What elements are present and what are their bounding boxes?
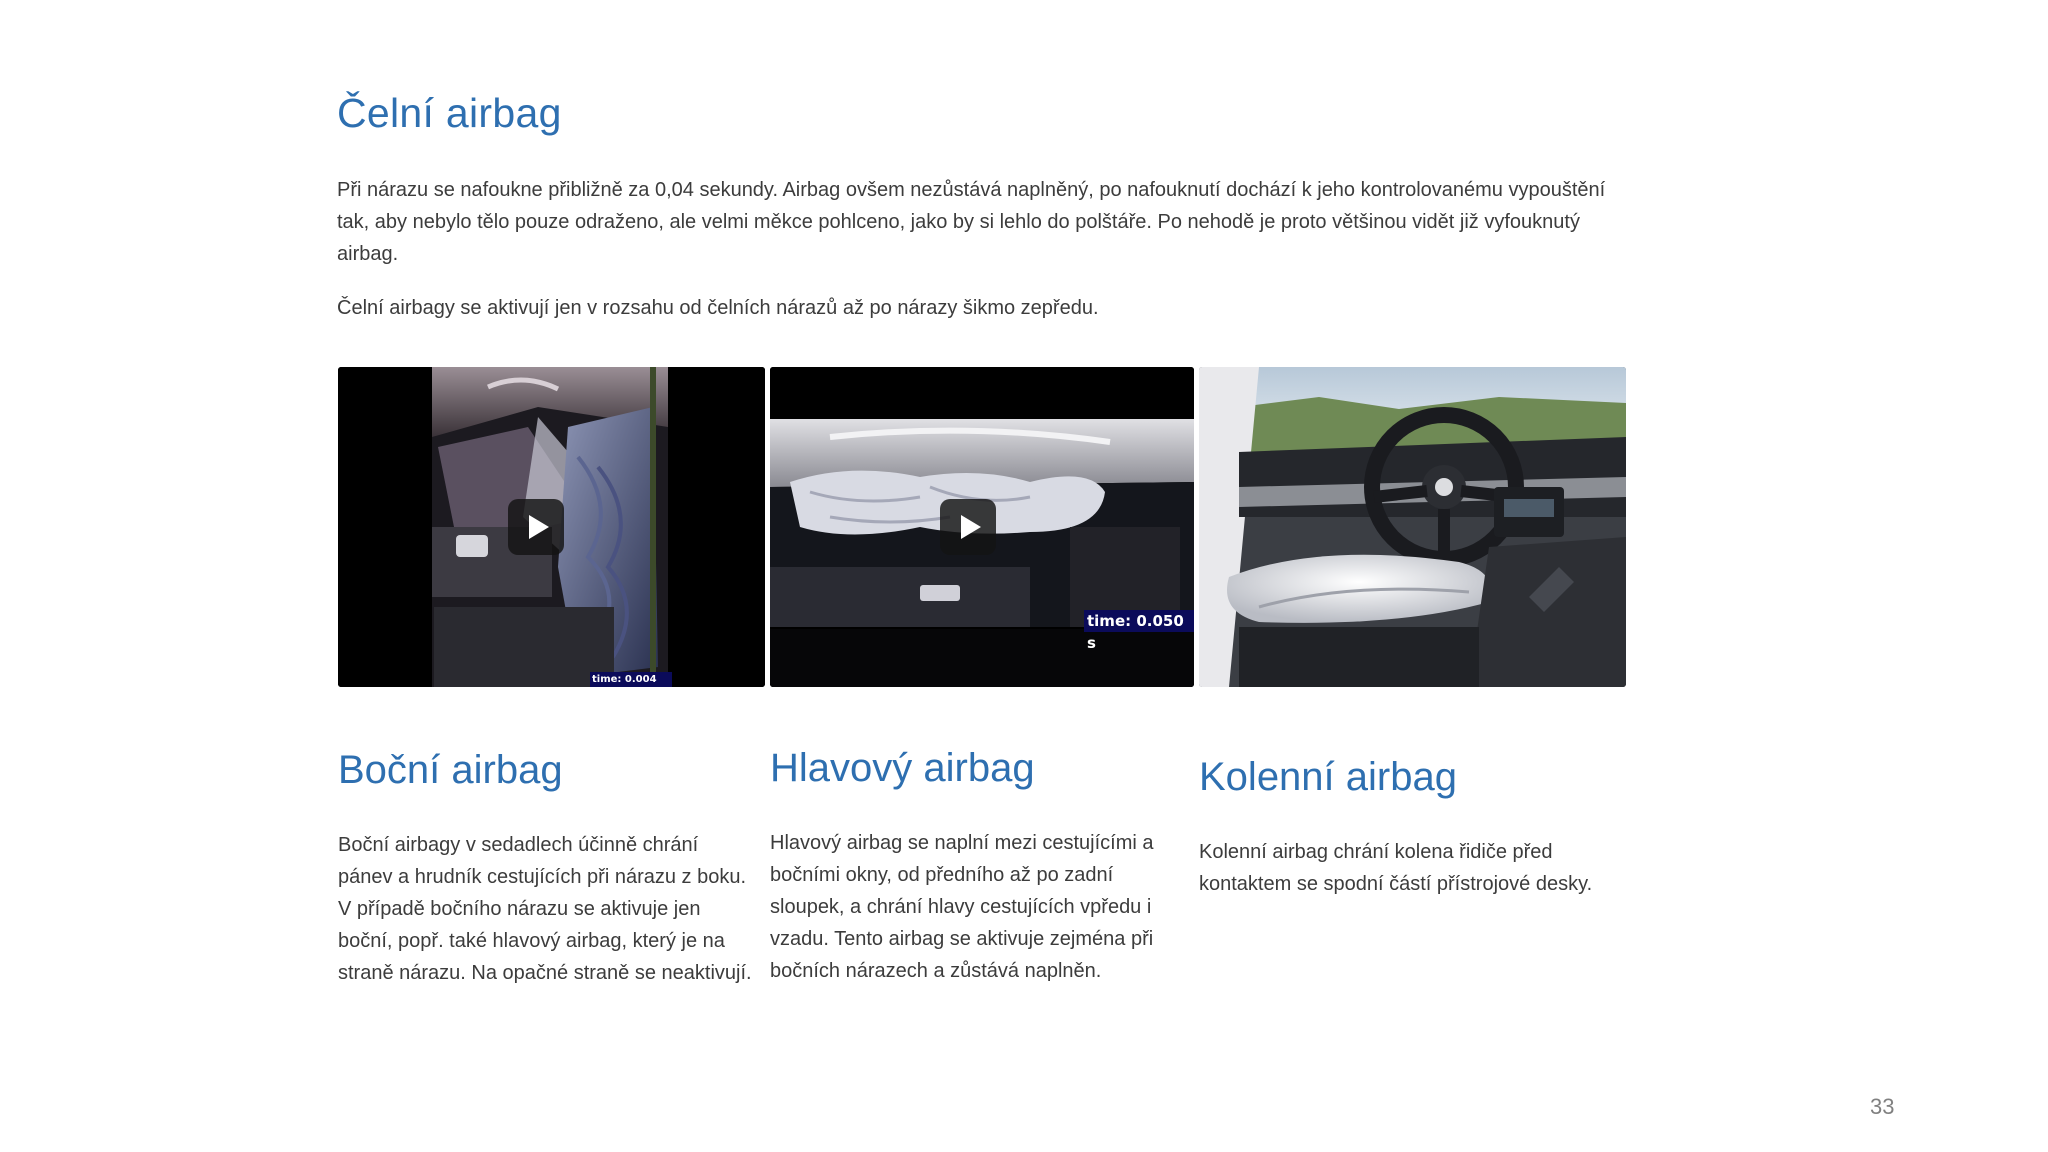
section-heading-head-airbag: Hlavový airbag [770, 746, 1035, 790]
section-text-knee-airbag: Kolenní airbag chrání kolena řidiče před kontaktem se spodní částí přístrojové desky. [1199, 841, 1593, 895]
play-button-icon[interactable] [508, 499, 564, 555]
video-side-airbag[interactable] [338, 367, 765, 687]
section-heading-knee-airbag: Kolenní airbag [1199, 755, 1457, 799]
video-timecode: time: 0.004 [590, 672, 672, 687]
section-text-head-airbag: Hlavový airbag se naplní mezi cestujícími a bočními okny, od předního až po zadní sloupek, a chrání hlavy cestujících vpředu i vzadu. Tento airbag se aktivuje zejména při bočních nárazech a zůstává naplněn. [770, 832, 1154, 982]
video-timecode: time: 0.050 s [1084, 610, 1194, 632]
page-number: 33 [1870, 1094, 1895, 1119]
intro-paragraph-2: Čelní airbagy se aktivují jen v rozsahu od čelních nárazů až po nárazy šikmo zepředu. [337, 297, 1099, 319]
play-button-icon[interactable] [940, 499, 996, 555]
section-text-side-airbag: Boční airbagy v sedadlech účinně chrání pánev a hrudník cestujících při nárazu z boku. V případě bočního nárazu se aktivuje jen boční, popř. také hlavový airbag, který je na straně nárazu. Na opačné straně se neaktivují. [338, 834, 752, 984]
car-interior-image [1199, 367, 1626, 687]
section-heading-side-airbag: Boční airbag [338, 748, 563, 792]
intro-paragraph: Při nárazu se nafoukne přibližně za 0,04 sekundy. Airbag ovšem nezůstává naplněný, po nafouknutí dochází k jeho kontrolovanému vypouštění tak, aby nebylo tělo pouze odraženo, ale velmi měkce pohlceno, jako by si lehlo do polštáře. Po nehodě je proto většinou vidět již vyfouknutý airbag. [337, 179, 1606, 265]
knee-airbag-photo [1199, 367, 1626, 687]
page-title: Čelní airbag [337, 90, 562, 136]
video-head-airbag[interactable] [770, 367, 1194, 687]
